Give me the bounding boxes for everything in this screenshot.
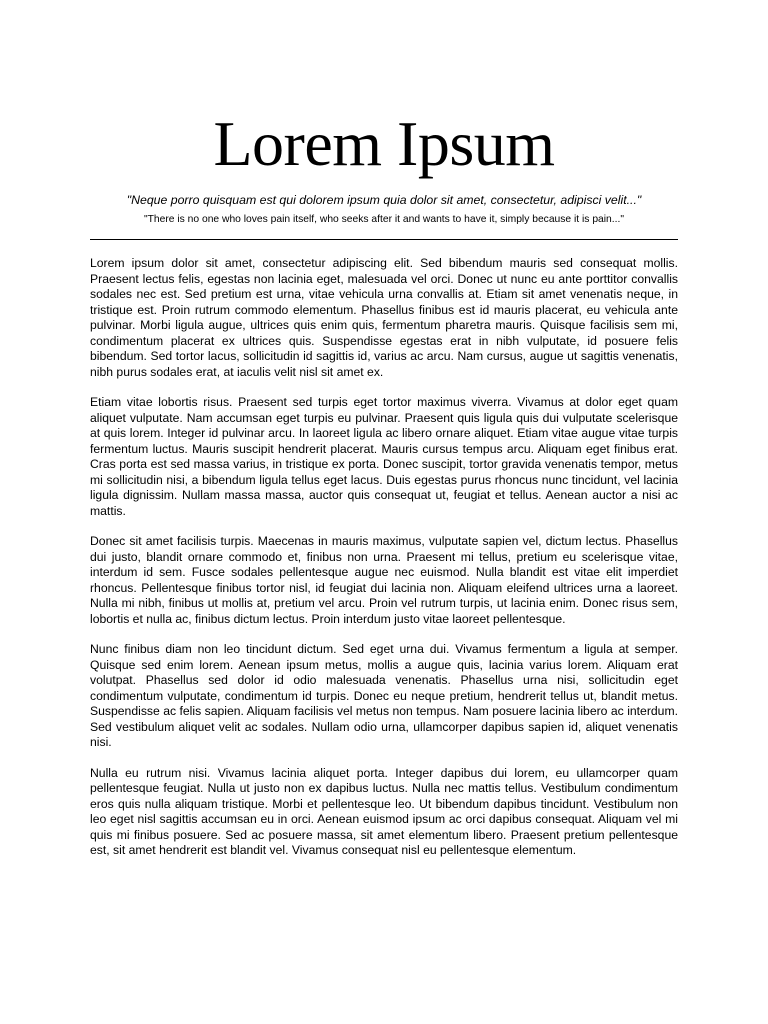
paragraph-1: Lorem ipsum dolor sit amet, consectetur adipiscing elit. Sed bibendum mauris sed consequat mollis. Praesent lectus felis, egestas non lacinia eget, malesuada vel orci. Donec ut nunc eu ante porttitor convallis sodales nec est. Sed pretium est urna, vitae vehicula urna convallis at. Etiam sit amet venenatis neque, in tristique est. Proin rutrum commodo elementum. Phasellus finibus est id mauris placerat, eu vehicula ante pulvinar. Morbi ligula augue, ultrices quis enim quis, fermentum pharetra mauris. Quisque facilisis sem mi, condimentum placerat ex ultrices quis. Suspendisse egestas erat in nibh vulputate, id posuere felis bibendum. Sed tortor lacus, sollicitudin id sagittis id, varius ac arcu. Nam cursus, augue ut sagittis venenatis, nibh purus sodales erat, at iaculis velit nisl sit amet ex. xyxy=(90,256,678,379)
header-divider xyxy=(90,239,678,240)
paragraph-4: Nunc finibus diam non leo tincidunt dictum. Sed eget urna dui. Vivamus fermentum a ligula at semper. Quisque sed enim lorem. Aenean ipsum metus, mollis a augue quis, lacinia varius lorem. Aliquam erat volutpat. Phasellus sed dolor id odio malesuada venenatis. Phasellus urna nisi, sollicitudin eget condimentum vulputate, condimentum id turpis. Donec eu neque pretium, hendrerit tellus ut, blandit metus. Suspendisse ac felis sapien. Aliquam facilisis vel metus non tempus. Nam posuere lacinia libero ac interdum. Sed vestibulum aliquet velit ac sodales. Nullam odio urna, ullamcorper dapibus sapien id, aliquet venenatis nisi. xyxy=(90,642,678,749)
english-quote: "There is no one who loves pain itself, who seeks after it and wants to have it, simply because it is pain..." xyxy=(143,214,625,225)
latin-quote: "Neque porro quisquam est qui dolorem ipsum quia dolor sit amet, consectetur, adipisci velit..." xyxy=(126,193,642,207)
document-page xyxy=(90,104,678,874)
paragraph-2: Etiam vitae lobortis risus. Praesent sed turpis eget tortor maximus viverra. Vivamus at dolor eget quam aliquet vulputate. Nam accumsan eget turpis eu pulvinar. Praesent quis ligula quis dui vulputate scelerisque at quis lorem. Integer id pulvinar arcu. In laoreet ligula ac libero ornare aliquet. Etiam vitae augue vitae turpis fermentum luctus. Mauris suscipit hendrerit placerat. Mauris cursus tempus arcu. Aliquam eget finibus erat. Cras porta est sed massa varius, in tristique ex porta. Donec suscipit, tortor gravida venenatis tempor, metus mi sollicitudin nisi, a bibendum ligula tellus eget lacus. Duis egestas purus rhoncus nunc tincidunt, vel lacinia ligula dignissim. Nullam massa massa, auctor quis consequat ut, feugiat et tellus. Aenean auctor a nisi ac mattis. xyxy=(90,395,678,518)
paragraph-5: Nulla eu rutrum nisi. Vivamus lacinia aliquet porta. Integer dapibus dui lorem, eu ullamcorper quam pellentesque feugiat. Nulla ut justo non ex dapibus luctus. Nulla nec mattis tellus. Vestibulum condimentum eros quis nulla aliquam tristique. Morbi et pellentesque leo. Ut bibendum dapibus tincidunt. Vestibulum non leo eget nisl sagittis accumsan eu in orci. Aenean euismod ipsum ac orci dapibus consequat. Aliquam vel mi quis mi finibus posuere. Sed ac posuere massa, sit amet elementum libero. Praesent pretium pellentesque est, sit amet hendrerit est blandit vel. Vivamus consequat nisl eu pellentesque elementum. xyxy=(90,765,678,857)
paragraph-3: Donec sit amet facilisis turpis. Maecenas in mauris maximus, vulputate sapien vel, dictum lectus. Phasellus dui justo, blandit ornare commodo et, finibus non urna. Praesent mi tellus, pretium eu scelerisque vitae, interdum id sem. Fusce sodales pellentesque augue nec euismod. Nulla blandit est vitae elit imperdiet rhoncus. Pellentesque finibus tortor nisl, id feugiat dui lacinia non. Aliquam eleifend ultrices urna a laoreet. Nulla mi nibh, finibus ut mollis at, pretium vel arcu. Proin vel rutrum turpis, ut lacinia enim. Donec risus sem, lobortis et nulla ac, finibus dictum lectus. Proin interdum justo vitae laoreet pellentesque. xyxy=(90,534,678,626)
page-title: Lorem Ipsum xyxy=(213,108,555,179)
body-text xyxy=(90,256,678,859)
